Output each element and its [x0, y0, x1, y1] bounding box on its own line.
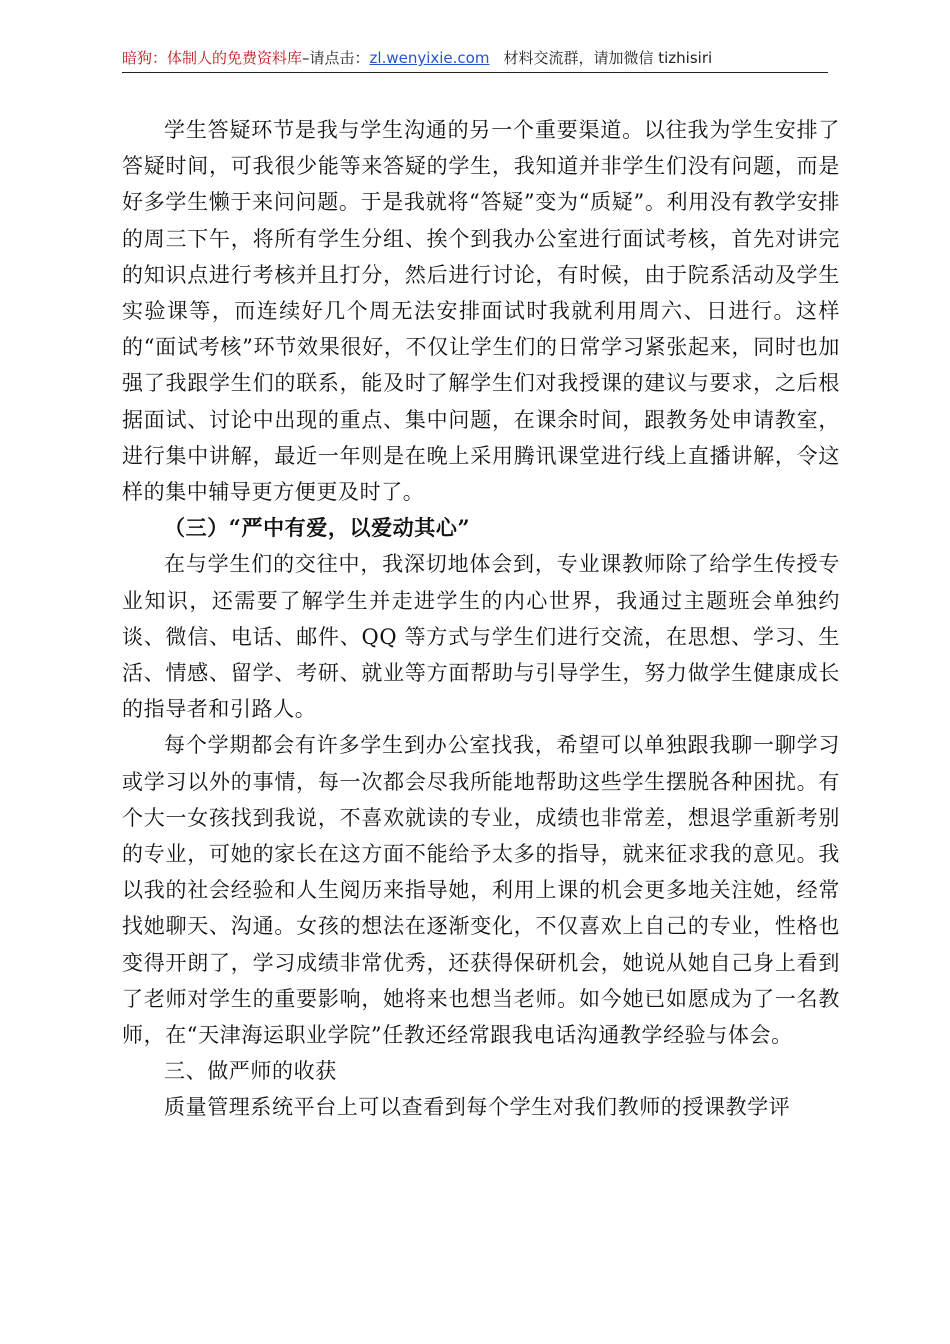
paragraph-student-story: 每个学期都会有许多学生到办公室找我，希望可以单独跟我聊一聊学习或学习以外的事情，每一次都会尽我所能地帮助这些学生摆脱各种困扰。有个大一女孩找到我说，不喜欢就读的专业，成绩也非常差，想退学重新考别的专业，可她的家长在这方面不能给予太多的指导，就来征求我的意见。我以我的社会经验和人生阅历来指导她，利用上课的机会更多地关注她，经常找她聊天、沟通。女孩的想法在逐渐变化，不仅喜欢上自己的专业，性格也变得开朗了，学习成绩非常优秀，还获得保研机会，她说从她自己身上看到了老师对学生的重要影响，她将来也想当老师。如今她已如愿成为了一名教师，在“天津海运职业学院”任教还经常跟我电话沟通教学经验与体会。	[122, 733, 840, 1048]
paragraph-qa-session: 学生答疑环节是我与学生沟通的另一个重要渠道。以往我为学生安排了答疑时间，可我很少能等来答疑的学生，我知道并非学生们没有问题，而是好多学生懒于来问问题。于是我就将“答疑”变为“质疑”。利用没有教学安排的周三下午，将所有学生分组、挨个到我办公室进行面试考核，首先对讲完的知识点进行考核并且打分，然后进行讨论，有时候，由于院系活动及学生实验课等，而连续好几个周无法安排面试时我就利用周六、日进行。这样的“面试考核”环节效果很好，不仅让学生们的日常学习紧张起来，同时也加强了我跟学生们的联系，能及时了解学生们对我授课的建议与要求，之后根据面试、讨论中出现的重点、集中问题，在课余时间，跟教务处申请教室，进行集中讲解，最近一年则是在晚上采用腾讯课堂进行线上直播讲解，令这样的集中辅导更方便更及时了。	[122, 118, 840, 505]
header-site-title: 暗狗：体制人的免费资料库	[122, 49, 303, 67]
header-wechat-note: 材料交流群，请加微信 tizhisiri	[503, 49, 713, 67]
document-body	[122, 112, 840, 1126]
section-heading-harvest: 三、做严师的收获	[164, 1059, 337, 1084]
section-heading-strict-love: （三）“严中有爱，以爱动其心”	[164, 515, 471, 541]
paragraph-student-communication: 在与学生们的交往中，我深切地体会到，专业课教师除了给学生传授专业知识，还需要了解学生并走进学生的内心世界，我通过主题班会单独约谈、微信、电话、邮件、QQ 等方式与学生们进行交流，在思想、学习、生活、情感、留学、考研、就业等方面帮助与引导学生，努力做学生健康成长的指导者和引路人。	[122, 552, 840, 722]
header-site-link[interactable]: zl.wenyixie.com	[369, 49, 490, 67]
paragraph-quality-system: 质量管理系统平台上可以查看到每个学生对我们教师的授课教学评	[164, 1095, 791, 1120]
page-header	[122, 44, 828, 73]
header-click-prompt: –请点击：	[302, 49, 370, 67]
